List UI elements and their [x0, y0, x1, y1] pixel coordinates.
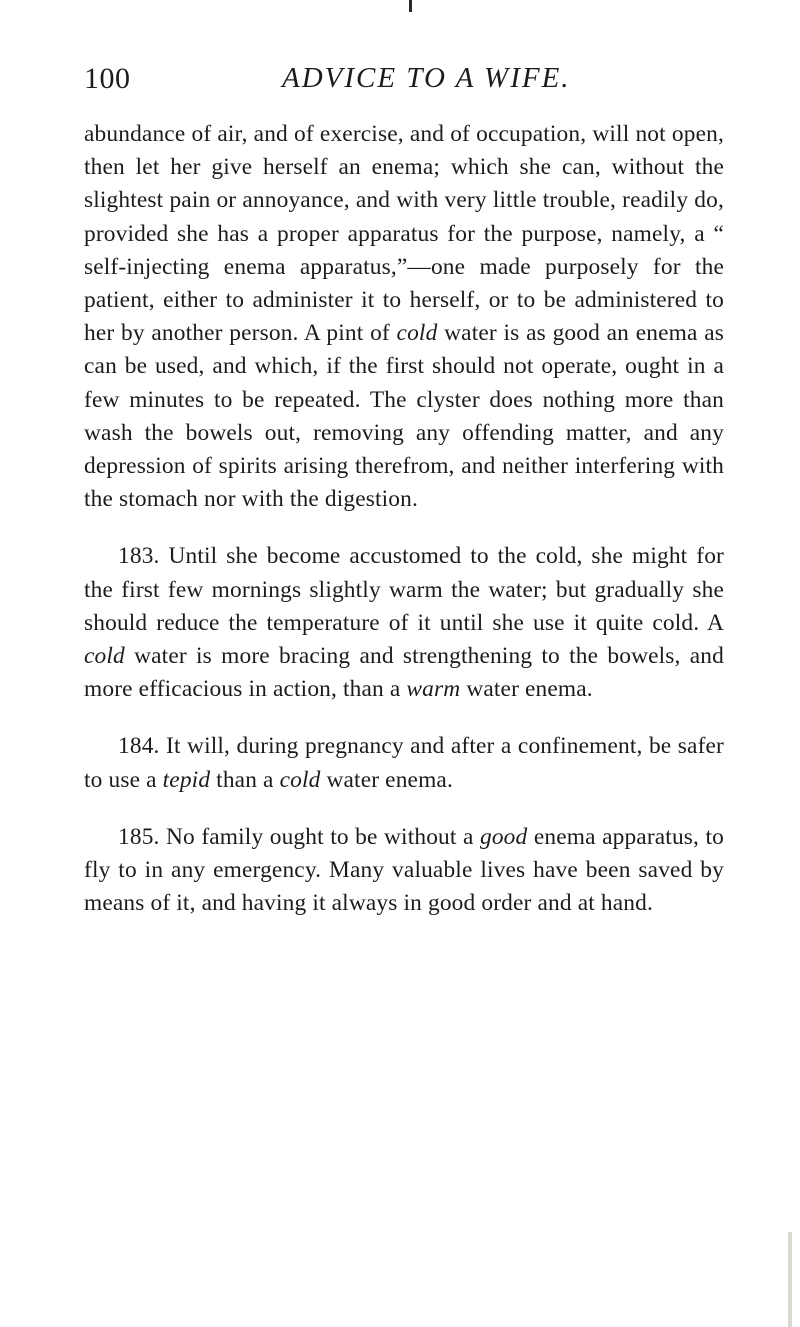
running-title: ADVICE TO A WIFE.: [282, 62, 571, 94]
paragraph-continuation: [84, 118, 724, 516]
paragraph-183: [84, 540, 724, 706]
body-text: [84, 118, 724, 920]
text-run: than a: [210, 766, 280, 793]
italic-word: cold: [279, 766, 321, 793]
text-run: 184. It will, during pregnancy and after a confinement, be safer to use a: [84, 733, 724, 793]
text-run: 183. Until she become accustomed to the cold, she might for the first few mornings slightly warm the water; but gradually she should reduce the temperature of it until she use it quite cold. A: [84, 543, 724, 636]
italic-word: cold: [84, 643, 125, 670]
scan-speck: [409, 0, 412, 12]
italic-word: good: [479, 823, 528, 850]
italic-word: warm: [406, 676, 461, 703]
page-edge-shadow: [788, 1232, 792, 1327]
text-run: water is as good an enema as can be used, and which, if the first should not operate, ought in a few minutes to be repeated. The clyster does nothing more than wash the bowels out, removing any offending matter, and any depression of spirits arising therefrom, and neither interfering with the stomach nor with the digestion.: [84, 320, 724, 513]
paragraph-185: [84, 821, 724, 921]
text-run: water enema.: [460, 676, 593, 703]
page-number: 100: [84, 62, 131, 95]
text-run: enema apparatus, to fly to in any emergency. Many valuable lives have been saved by means of it, and having it always in good order and at hand.: [84, 823, 724, 917]
italic-word: cold: [396, 320, 438, 347]
italic-word: tepid: [162, 766, 211, 793]
paragraph-184: [84, 730, 724, 796]
text-run: water is more bracing and strengthening to the bowels, and more efficacious in action, than a: [84, 643, 724, 703]
text-run: abundance of air, and of exercise, and of occupation, will not open, then let her give herself an enema; which she can, without the slightest pain or annoyance, and with very little trouble, readily do, provided she has a proper apparatus for the purpose, namely, a “ self-injecting enema apparatus,”—one made purposely for the patient, either to administer it to herself, or to be administered to her by another person. A pint of: [84, 121, 724, 347]
text-run: water enema.: [320, 766, 453, 793]
text-run: 185. No family ought to be without a: [118, 823, 480, 850]
page-header: [84, 62, 724, 102]
